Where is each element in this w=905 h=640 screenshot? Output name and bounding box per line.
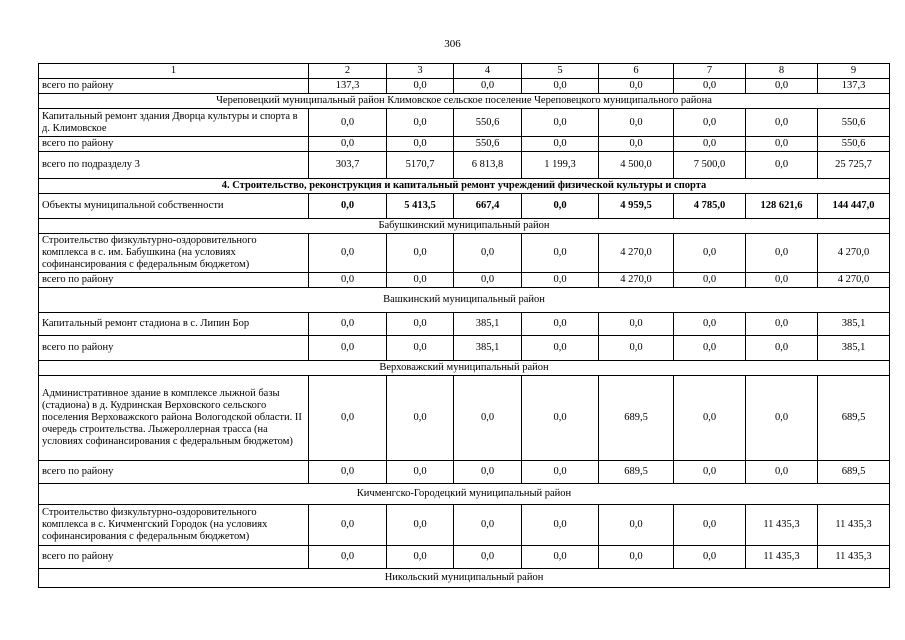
value-cell: 0,0 [454, 273, 522, 288]
column-number: 7 [674, 64, 746, 79]
column-number: 3 [387, 64, 454, 79]
value-cell: 550,6 [454, 137, 522, 152]
value-cell: 667,4 [454, 194, 522, 219]
section-row [39, 361, 890, 376]
value-cell: 0,0 [674, 546, 746, 569]
value-cell: 0,0 [674, 234, 746, 273]
table-row [39, 109, 890, 137]
value-cell: 0,0 [309, 137, 387, 152]
value-cell: 689,5 [599, 461, 674, 484]
table-row [39, 546, 890, 569]
section-title: Верховажский муниципальный район [39, 361, 890, 376]
row-label: всего по району [39, 336, 309, 361]
value-cell: 0,0 [309, 273, 387, 288]
row-label: Строительство физкультурно-оздоровительного комплекса в с. им. Бабушкина (на условиях софинансирования с федеральным бюджетом) [39, 234, 309, 273]
value-cell: 385,1 [454, 336, 522, 361]
value-cell: 0,0 [454, 234, 522, 273]
value-cell: 4 270,0 [818, 234, 890, 273]
column-number-row [39, 64, 890, 79]
table-row [39, 336, 890, 361]
value-cell: 0,0 [599, 546, 674, 569]
section-title: Череповецкий муниципальный район Климовское сельское поселение Череповецкого муниципального района [39, 94, 890, 109]
table-row [39, 152, 890, 179]
table-row [39, 194, 890, 219]
value-cell: 0,0 [674, 109, 746, 137]
value-cell: 0,0 [599, 313, 674, 336]
row-label: Капитальный ремонт стадиона в с. Липин Бор [39, 313, 309, 336]
value-cell: 4 959,5 [599, 194, 674, 219]
value-cell: 0,0 [309, 234, 387, 273]
value-cell: 11 435,3 [746, 546, 818, 569]
page-number: 306 [444, 38, 461, 50]
value-cell: 0,0 [522, 505, 599, 546]
value-cell: 0,0 [746, 273, 818, 288]
budget-table [38, 63, 890, 588]
column-number: 9 [818, 64, 890, 79]
value-cell: 689,5 [599, 376, 674, 461]
row-label: Капитальный ремонт здания Дворца культуры и спорта в д. Климовское [39, 109, 309, 137]
value-cell: 0,0 [387, 461, 454, 484]
table-row [39, 79, 890, 94]
value-cell: 0,0 [387, 376, 454, 461]
value-cell: 0,0 [674, 336, 746, 361]
column-number: 8 [746, 64, 818, 79]
row-label: всего по подразделу 3 [39, 152, 309, 179]
value-cell: 0,0 [454, 376, 522, 461]
value-cell: 550,6 [818, 137, 890, 152]
value-cell: 0,0 [454, 461, 522, 484]
value-cell: 0,0 [746, 137, 818, 152]
section-title: Вашкинский муниципальный район [39, 288, 890, 313]
value-cell: 4 500,0 [599, 152, 674, 179]
value-cell: 0,0 [387, 546, 454, 569]
value-cell: 0,0 [309, 376, 387, 461]
row-label: всего по району [39, 546, 309, 569]
section-row [39, 484, 890, 505]
value-cell: 0,0 [746, 152, 818, 179]
value-cell: 128 621,6 [746, 194, 818, 219]
value-cell: 0,0 [674, 505, 746, 546]
value-cell: 689,5 [818, 376, 890, 461]
value-cell: 25 725,7 [818, 152, 890, 179]
column-number: 2 [309, 64, 387, 79]
section-row [39, 94, 890, 109]
value-cell: 385,1 [818, 336, 890, 361]
value-cell: 0,0 [522, 376, 599, 461]
value-cell: 0,0 [599, 505, 674, 546]
value-cell: 0,0 [522, 313, 599, 336]
value-cell: 0,0 [599, 336, 674, 361]
value-cell: 0,0 [309, 313, 387, 336]
value-cell: 144 447,0 [818, 194, 890, 219]
value-cell: 0,0 [746, 234, 818, 273]
value-cell: 0,0 [309, 546, 387, 569]
value-cell: 0,0 [387, 137, 454, 152]
value-cell: 0,0 [387, 109, 454, 137]
value-cell: 0,0 [746, 376, 818, 461]
column-number: 5 [522, 64, 599, 79]
value-cell: 6 813,8 [454, 152, 522, 179]
value-cell: 0,0 [387, 273, 454, 288]
subsection-heading: 4. Строительство, реконструкция и капитальный ремонт учреждений физической культуры и спорта [39, 179, 890, 194]
value-cell: 0,0 [387, 234, 454, 273]
value-cell: 0,0 [387, 505, 454, 546]
value-cell: 1 199,3 [522, 152, 599, 179]
value-cell: 4 785,0 [674, 194, 746, 219]
table-row [39, 461, 890, 484]
value-cell: 303,7 [309, 152, 387, 179]
table-body [39, 64, 890, 588]
value-cell: 0,0 [599, 79, 674, 94]
value-cell: 11 435,3 [818, 505, 890, 546]
value-cell: 11 435,3 [818, 546, 890, 569]
value-cell: 0,0 [522, 336, 599, 361]
value-cell: 0,0 [454, 546, 522, 569]
section-row [39, 569, 890, 588]
value-cell: 0,0 [387, 313, 454, 336]
value-cell: 0,0 [309, 336, 387, 361]
row-label: Объекты муниципальной собственности [39, 194, 309, 219]
value-cell: 0,0 [746, 109, 818, 137]
value-cell: 137,3 [309, 79, 387, 94]
value-cell: 0,0 [454, 79, 522, 94]
column-number: 4 [454, 64, 522, 79]
row-label: всего по району [39, 79, 309, 94]
section-title: Бабушкинский муниципальный район [39, 219, 890, 234]
value-cell: 0,0 [746, 461, 818, 484]
value-cell: 0,0 [522, 194, 599, 219]
row-label: Административное здание в комплексе лыжной базы (стадиона) в д. Кудринская Верховского сельского поселения Верховажского района Вологодской области. II очередь строительства. Лыжероллерная трасса (на условиях софинансирования с федеральным бюджетом) [39, 376, 309, 461]
value-cell: 5 413,5 [387, 194, 454, 219]
section-row [39, 288, 890, 313]
value-cell: 0,0 [674, 313, 746, 336]
value-cell: 11 435,3 [746, 505, 818, 546]
value-cell: 7 500,0 [674, 152, 746, 179]
value-cell: 0,0 [454, 505, 522, 546]
value-cell: 0,0 [387, 336, 454, 361]
value-cell: 0,0 [522, 79, 599, 94]
value-cell: 0,0 [674, 273, 746, 288]
value-cell: 0,0 [674, 137, 746, 152]
subsection-heading-row [39, 179, 890, 194]
value-cell: 0,0 [746, 313, 818, 336]
value-cell: 137,3 [818, 79, 890, 94]
row-label: всего по району [39, 137, 309, 152]
value-cell: 0,0 [522, 234, 599, 273]
value-cell: 0,0 [309, 461, 387, 484]
column-number: 1 [39, 64, 309, 79]
value-cell: 550,6 [454, 109, 522, 137]
section-title: Кичменгско-Городецкий муниципальный район [39, 484, 890, 505]
value-cell: 0,0 [309, 194, 387, 219]
section-row [39, 219, 890, 234]
value-cell: 0,0 [746, 79, 818, 94]
table-row [39, 137, 890, 152]
row-label: Строительство физкультурно-оздоровительного комплекса в с. Кичменгский Городок (на условиях софинансирования с федеральным бюджетом) [39, 505, 309, 546]
value-cell: 0,0 [674, 376, 746, 461]
value-cell: 0,0 [522, 273, 599, 288]
value-cell: 4 270,0 [818, 273, 890, 288]
value-cell: 0,0 [309, 109, 387, 137]
value-cell: 0,0 [522, 109, 599, 137]
value-cell: 0,0 [309, 505, 387, 546]
table-row [39, 273, 890, 288]
value-cell: 385,1 [454, 313, 522, 336]
value-cell: 0,0 [522, 137, 599, 152]
value-cell: 385,1 [818, 313, 890, 336]
value-cell: 0,0 [387, 79, 454, 94]
column-number: 6 [599, 64, 674, 79]
row-label: всего по району [39, 461, 309, 484]
row-label: всего по району [39, 273, 309, 288]
value-cell: 0,0 [522, 461, 599, 484]
value-cell: 5170,7 [387, 152, 454, 179]
value-cell: 4 270,0 [599, 273, 674, 288]
value-cell: 0,0 [674, 79, 746, 94]
value-cell: 4 270,0 [599, 234, 674, 273]
table-row [39, 313, 890, 336]
table-row [39, 234, 890, 273]
table-row [39, 376, 890, 461]
value-cell: 0,0 [674, 461, 746, 484]
value-cell: 0,0 [522, 546, 599, 569]
value-cell: 0,0 [599, 109, 674, 137]
value-cell: 550,6 [818, 109, 890, 137]
value-cell: 0,0 [746, 336, 818, 361]
table-row [39, 505, 890, 546]
section-title: Никольский муниципальный район [39, 569, 890, 588]
value-cell: 689,5 [818, 461, 890, 484]
value-cell: 0,0 [599, 137, 674, 152]
